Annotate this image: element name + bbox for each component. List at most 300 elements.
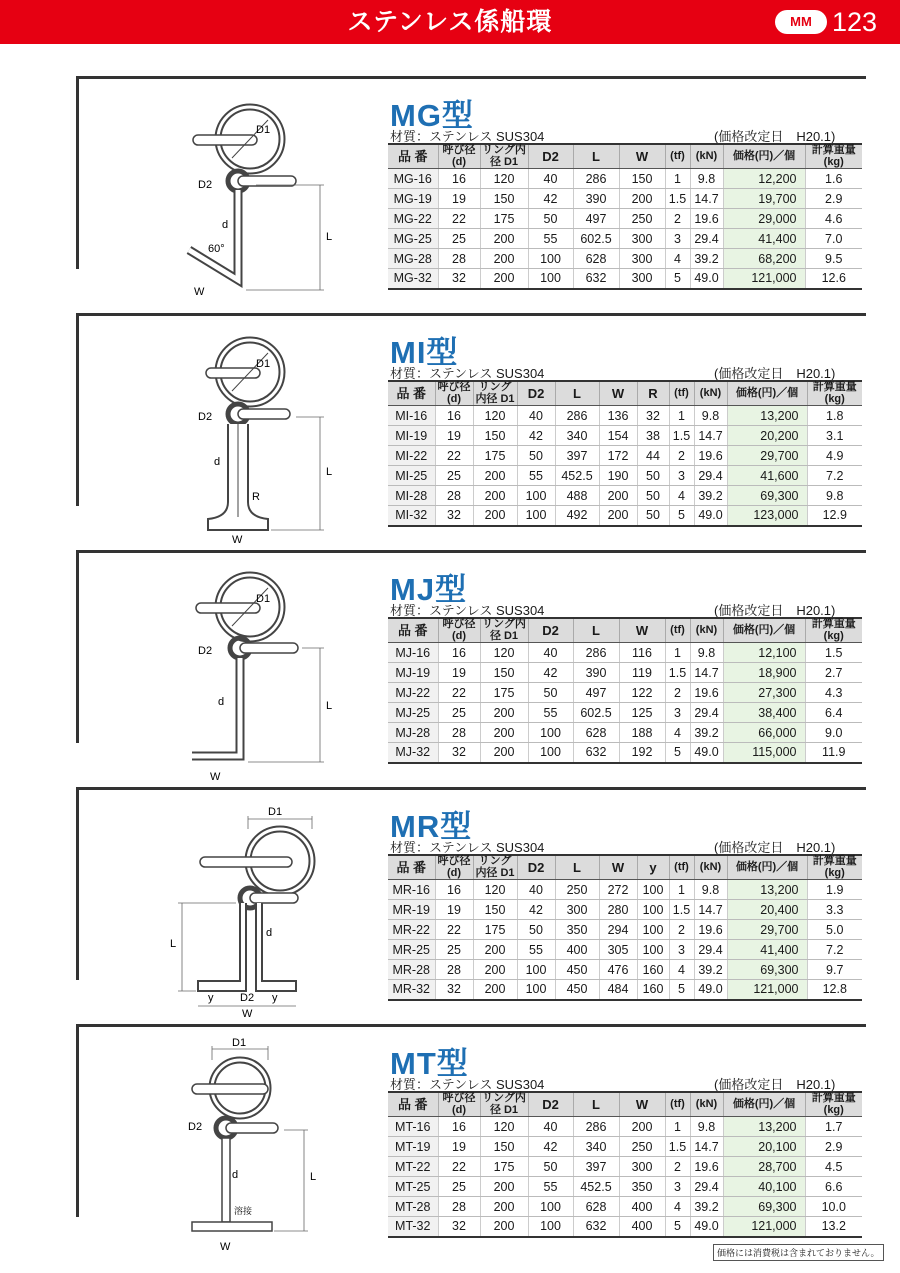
price-cell: 12,200 [723,169,805,189]
table-cell: 4 [665,249,690,269]
table-cell: 39.2 [690,1197,723,1217]
brand-logo: MM [775,10,827,34]
table-cell: 55 [517,466,555,486]
table-cell: 42 [528,1137,573,1157]
dim-label-d1: D1 [256,124,271,136]
table-row [388,1177,862,1197]
dim-label-d1: D1 [232,1037,247,1049]
dim-label-w: W [232,534,243,546]
table-cell: 19.6 [690,209,723,229]
table-cell: 1 [669,880,694,900]
col-header: 計算重量 (kg) [807,855,862,880]
model-cell: MI-25 [388,466,435,486]
model-cell: MG-32 [388,269,438,289]
col-header: 品 番 [388,618,438,643]
table-cell: 4 [665,1197,690,1217]
table-cell: 122 [619,683,665,703]
price-cell: 12,100 [723,643,805,663]
col-header: (kN) [690,1092,723,1117]
table-cell: 1.7 [805,1117,862,1137]
table-cell: 39.2 [690,723,723,743]
table-cell: 22 [438,1157,480,1177]
dim-label-y-right: y [272,992,278,1004]
price-cell: 66,000 [723,723,805,743]
section-divider [76,313,866,316]
table-cell: 200 [473,960,517,980]
price-cell: 38,400 [723,703,805,723]
table-cell: 1.9 [807,880,862,900]
table-cell: 280 [599,900,637,920]
dim-label-d2: D2 [188,1121,203,1133]
table-cell: 12.9 [807,506,862,526]
section-mg [76,76,866,301]
table-cell: 16 [438,1117,480,1137]
table-cell: 19 [438,663,480,683]
spec-table [388,380,862,527]
table-cell: 22 [438,683,480,703]
table-cell: 100 [637,900,669,920]
table-cell: 175 [473,446,517,466]
table-cell: 100 [637,940,669,960]
table-cell: 4.3 [805,683,862,703]
table-cell: 9.7 [807,960,862,980]
price-date-text: (価格改定日 H20.1) [714,1077,836,1092]
table-cell: 300 [619,229,665,249]
model-cell: MI-22 [388,446,435,466]
model-cell: MR-25 [388,940,435,960]
price-cell: 29,700 [727,920,807,940]
table-row [388,663,862,683]
table-cell: 350 [619,1177,665,1197]
table-cell: 1.5 [665,1137,690,1157]
table-row [388,900,862,920]
table-cell: 300 [619,1157,665,1177]
spec-table [388,854,862,1001]
table-cell: 50 [517,446,555,466]
table-cell: 28 [435,486,473,506]
price-cell: 13,200 [723,1117,805,1137]
table-cell: 452.5 [555,466,599,486]
model-cell: MR-32 [388,980,435,1000]
table-cell: 2 [669,920,694,940]
dim-label-d: d [266,927,273,939]
table-row [388,1217,862,1237]
table-cell: 175 [473,920,517,940]
table-cell: 1.5 [665,189,690,209]
table-row [388,980,862,1000]
section-mi [76,313,866,546]
table-row [388,1157,862,1177]
table-cell: 19 [435,426,473,446]
table-row [388,426,862,446]
table-row [388,643,862,663]
table-cell: 286 [573,169,619,189]
dim-label-w: W [220,1241,231,1253]
table-cell: 4.9 [807,446,862,466]
table-cell: 3 [665,229,690,249]
table-cell: 14.7 [690,189,723,209]
table-cell: 5 [665,269,690,289]
table-cell: 492 [555,506,599,526]
dim-label-l: L [326,231,333,243]
table-cell: 1.5 [669,426,694,446]
col-header: (tf) [665,618,690,643]
table-cell: 14.7 [690,663,723,683]
col-header: 呼び径(d) [438,1092,480,1117]
col-header: W [619,618,665,643]
table-cell: 12.8 [807,980,862,1000]
table-cell: 120 [480,643,528,663]
table-cell: 628 [573,1197,619,1217]
table-cell: 200 [480,1217,528,1237]
table-cell: 32 [438,1217,480,1237]
table-cell: 55 [517,940,555,960]
table-cell: 632 [573,743,619,763]
price-date-text: (価格改定日 H20.1) [714,840,836,855]
table-cell: 628 [573,249,619,269]
col-header: 品 番 [388,855,435,880]
table-cell: 172 [599,446,637,466]
col-header: D2 [528,144,573,169]
table-cell: 55 [528,1177,573,1197]
price-date-text: (価格改定日 H20.1) [714,366,836,381]
dim-label-y-left: y [208,992,214,1004]
table-row [388,723,862,743]
table-cell: 40 [528,169,573,189]
table-cell: 250 [619,209,665,229]
table-cell: 16 [438,643,480,663]
table-cell: 40 [517,406,555,426]
table-cell: 19.6 [690,1157,723,1177]
dim-label-r: R [252,491,260,503]
table-row [388,880,862,900]
table-cell: 5 [665,743,690,763]
table-cell: 200 [473,486,517,506]
table-cell: 188 [619,723,665,743]
price-cell: 27,300 [723,683,805,703]
table-cell: 150 [480,663,528,683]
col-header: リング内径 D1 [480,144,528,169]
page-number: 123 [832,7,878,37]
table-cell: 2.9 [805,1137,862,1157]
price-cell: 20,400 [727,900,807,920]
table-cell: 38 [637,426,669,446]
table-row [388,743,862,763]
table-cell: 7.2 [807,466,862,486]
dim-label-l: L [326,700,333,712]
col-header: (kN) [690,618,723,643]
spec-table [388,617,862,764]
table-cell: 300 [619,249,665,269]
col-header: リング内径 D1 [473,855,517,880]
table-cell: 40 [517,880,555,900]
table-cell: 397 [573,1157,619,1177]
table-cell: 497 [573,209,619,229]
table-cell: 1 [665,1117,690,1137]
col-header: W [599,381,637,406]
price-cell: 41,400 [723,229,805,249]
table-cell: 150 [619,169,665,189]
col-header: 価格(円)／個 [723,1092,805,1117]
table-cell: 450 [555,960,599,980]
table-cell: 14.7 [694,900,727,920]
material-text: 材質：ステンレス SUS304 [390,129,545,144]
col-header: リング内径 D1 [473,381,517,406]
table-row [388,269,862,289]
table-cell: 200 [480,229,528,249]
section-title: MR型 [390,809,473,844]
mr-diagram [156,801,376,1020]
table-cell: 5 [669,980,694,1000]
table-cell: 25 [438,703,480,723]
table-cell: 29.4 [690,703,723,723]
model-cell: MR-22 [388,920,435,940]
table-cell: 1 [665,169,690,189]
table-cell: 3 [665,1177,690,1197]
table-row [388,466,862,486]
table-row [388,446,862,466]
table-cell: 2.9 [805,189,862,209]
table-cell: 1.5 [665,663,690,683]
table-cell: 9.0 [805,723,862,743]
table-cell: 16 [435,880,473,900]
table-cell: 42 [528,189,573,209]
col-header: D2 [528,1092,573,1117]
dim-label-d2: D2 [198,179,213,191]
table-cell: 19.6 [694,920,727,940]
price-cell: 41,400 [727,940,807,960]
table-cell: 300 [555,900,599,920]
table-cell: 294 [599,920,637,940]
table-cell: 32 [435,980,473,1000]
table-cell: 100 [517,486,555,506]
table-cell: 4 [669,960,694,980]
table-row [388,209,862,229]
col-header: 呼び径(d) [438,618,480,643]
table-cell: 2 [665,1157,690,1177]
col-header: 計算重量 (kg) [805,1092,862,1117]
table-row [388,683,862,703]
table-cell: 632 [573,269,619,289]
col-header: W [619,144,665,169]
table-cell: 4 [669,486,694,506]
table-cell: 25 [438,1177,480,1197]
table-cell: 32 [438,743,480,763]
price-cell: 19,700 [723,189,805,209]
model-cell: MG-16 [388,169,438,189]
table-cell: 1.8 [807,406,862,426]
table-cell: 22 [435,446,473,466]
table-row [388,703,862,723]
table-cell: 286 [555,406,599,426]
table-cell: 55 [528,229,573,249]
table-cell: 49.0 [694,506,727,526]
dim-label-d1: D1 [268,806,283,818]
model-cell: MJ-16 [388,643,438,663]
table-cell: 28 [438,1197,480,1217]
dim-label-d: d [222,219,229,231]
table-cell: 50 [637,506,669,526]
mg-diagram [156,90,376,298]
table-cell: 50 [637,486,669,506]
model-cell: MT-19 [388,1137,438,1157]
material-text: 材質：ステンレス SUS304 [390,1077,545,1092]
table-row [388,486,862,506]
table-cell: 125 [619,703,665,723]
table-cell: 50 [528,1157,573,1177]
col-header: R [637,381,669,406]
table-cell: 400 [619,1197,665,1217]
table-cell: 3 [669,466,694,486]
model-cell: MG-25 [388,229,438,249]
table-cell: 488 [555,486,599,506]
table-cell: 628 [573,723,619,743]
col-header: D2 [517,855,555,880]
table-row [388,249,862,269]
table-cell: 2.7 [805,663,862,683]
table-cell: 6.4 [805,703,862,723]
table-cell: 42 [517,900,555,920]
section-mj [76,550,866,783]
table-cell: 200 [480,269,528,289]
table-cell: 200 [480,703,528,723]
table-row [388,229,862,249]
table-cell: 25 [435,466,473,486]
col-header: L [573,1092,619,1117]
col-header: L [573,618,619,643]
col-header: D2 [528,618,573,643]
weld-label: 溶接 [234,1206,253,1216]
table-cell: 190 [599,466,637,486]
table-cell: 390 [573,189,619,209]
table-cell: 136 [599,406,637,426]
table-cell: 22 [435,920,473,940]
table-cell: 120 [480,1117,528,1137]
section-divider [76,1024,79,1217]
table-cell: 2 [665,209,690,229]
price-cell: 69,300 [727,960,807,980]
col-header: L [573,144,619,169]
table-cell: 100 [517,960,555,980]
table-cell: 632 [573,1217,619,1237]
table-cell: 13.2 [805,1217,862,1237]
table-cell: 1 [665,643,690,663]
table-cell: 200 [480,1177,528,1197]
table-cell: 1.5 [669,900,694,920]
col-header: 呼び径(d) [435,855,473,880]
table-cell: 40 [528,1117,573,1137]
table-cell: 50 [517,920,555,940]
model-cell: MT-22 [388,1157,438,1177]
section-divider [76,787,79,980]
table-cell: 476 [599,960,637,980]
table-cell: 200 [473,980,517,1000]
table-row [388,169,862,189]
model-cell: MT-28 [388,1197,438,1217]
table-cell: 9.8 [690,169,723,189]
model-cell: MJ-25 [388,703,438,723]
table-cell: 340 [555,426,599,446]
table-cell: 42 [528,663,573,683]
price-cell: 68,200 [723,249,805,269]
price-cell: 13,200 [727,880,807,900]
table-cell: 286 [573,643,619,663]
table-row [388,1197,862,1217]
price-cell: 29,000 [723,209,805,229]
table-row [388,960,862,980]
table-cell: 49.0 [690,1217,723,1237]
table-cell: 400 [555,940,599,960]
table-cell: 9.8 [690,643,723,663]
price-cell: 121,000 [723,269,805,289]
model-cell: MR-28 [388,960,435,980]
material-text: 材質：ステンレス SUS304 [390,603,545,618]
table-cell: 4.6 [805,209,862,229]
table-cell: 5.0 [807,920,862,940]
section-divider [76,1024,866,1027]
dim-label-d1: D1 [256,358,271,370]
price-date-text: (価格改定日 H20.1) [714,603,836,618]
table-cell: 350 [555,920,599,940]
table-cell: 44 [637,446,669,466]
col-header: 価格(円)／個 [723,618,805,643]
table-cell: 1.5 [805,643,862,663]
price-cell: 20,100 [723,1137,805,1157]
table-cell: 9.8 [694,406,727,426]
mi-diagram [156,327,376,546]
price-cell: 69,300 [727,486,807,506]
table-cell: 55 [528,703,573,723]
table-cell: 29.4 [694,466,727,486]
dim-label-w: W [242,1008,253,1020]
spec-table [388,143,862,290]
model-cell: MI-19 [388,426,435,446]
section-divider [76,787,866,790]
table-cell: 250 [555,880,599,900]
col-header: (kN) [694,855,727,880]
table-cell: 120 [473,880,517,900]
table-cell: 6.6 [805,1177,862,1197]
table-row [388,506,862,526]
price-cell: 29,700 [727,446,807,466]
table-cell: 200 [480,723,528,743]
model-cell: MT-16 [388,1117,438,1137]
col-header: y [637,855,669,880]
table-cell: 175 [480,209,528,229]
model-cell: MR-16 [388,880,435,900]
table-cell: 32 [637,406,669,426]
material-text: 材質：ステンレス SUS304 [390,840,545,855]
col-header: D2 [517,381,555,406]
col-header: (kN) [690,144,723,169]
table-cell: 4 [665,723,690,743]
table-cell: 4.5 [805,1157,862,1177]
table-cell: 22 [438,209,480,229]
col-header: W [619,1092,665,1117]
table-cell: 3.3 [807,900,862,920]
table-cell: 400 [619,1217,665,1237]
dim-label-l: L [326,466,333,478]
table-cell: 200 [619,1117,665,1137]
col-header: リング内径 D1 [480,1092,528,1117]
table-cell: 100 [528,723,573,743]
table-cell: 42 [517,426,555,446]
table-cell: 7.2 [807,940,862,960]
table-cell: 3 [665,703,690,723]
table-cell: 2 [669,446,694,466]
price-cell: 115,000 [723,743,805,763]
table-cell: 25 [438,229,480,249]
